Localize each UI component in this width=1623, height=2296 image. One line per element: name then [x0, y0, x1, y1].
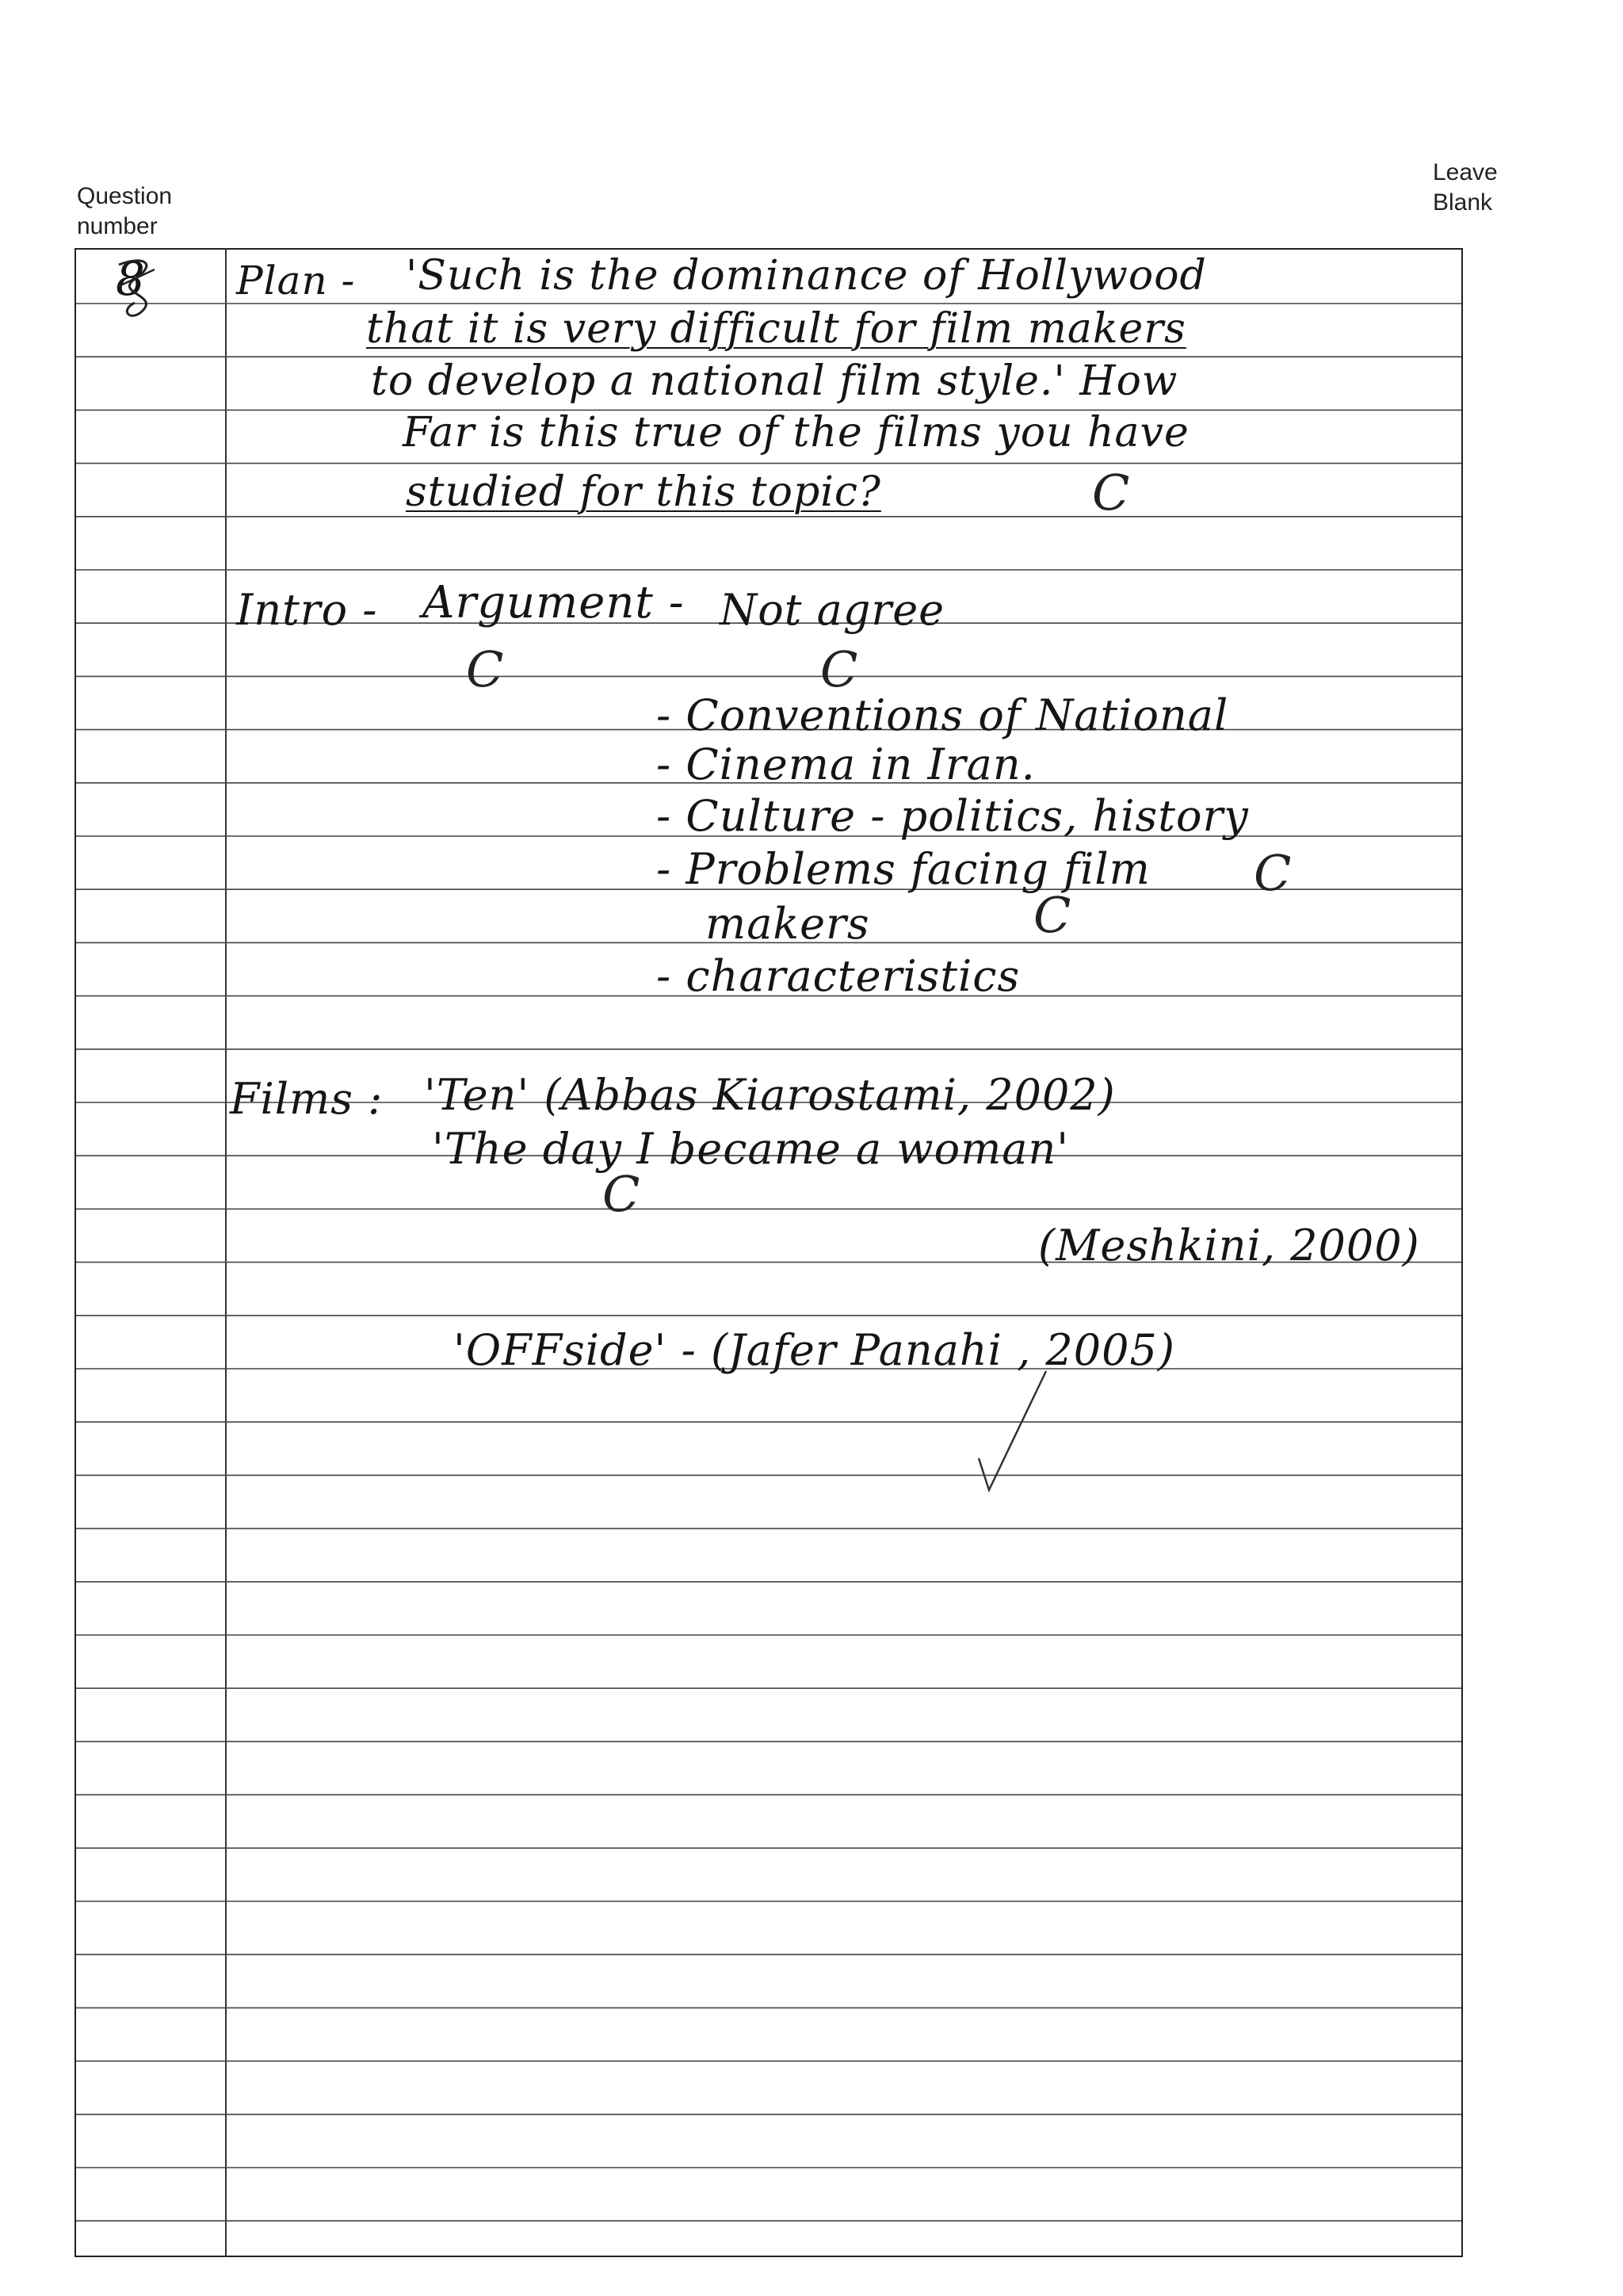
blank-header-label: Blank — [1433, 189, 1493, 216]
question-header-label: Question — [77, 183, 173, 209]
intro-label: Intro - — [236, 585, 378, 635]
films-label: Films : — [230, 1074, 384, 1124]
intro-point: makers — [705, 899, 870, 949]
question-number-column-rule — [225, 248, 227, 2257]
plan-line-3: to develop a national film style.' How — [371, 357, 1178, 405]
marker-c-mark: C — [466, 640, 504, 698]
plan-line-4: Far is this true of the films you have — [403, 409, 1190, 457]
intro-point: - Problems facing film — [656, 844, 1151, 894]
plan-label: Plan - — [236, 258, 356, 304]
film-entry: 'The day I became a woman' — [432, 1124, 1070, 1174]
marker-c-mark: C — [602, 1165, 640, 1223]
intro-point: - Conventions of National — [656, 690, 1229, 740]
plan-line-2: that it is very difficult for film makers — [366, 305, 1186, 353]
leave-header-label: Leave — [1433, 159, 1498, 185]
marker-c-mark: C — [1092, 464, 1130, 521]
film-entry: 'Ten' (Abbas Kiarostami, 2002) — [424, 1070, 1116, 1120]
question-number: 8 — [116, 252, 146, 306]
marker-c-mark: C — [1033, 886, 1071, 944]
plan-line-1: 'Such is the dominance of Hollywood — [406, 252, 1207, 300]
intro-argument: Argument - — [422, 577, 685, 628]
film-entry: 'OFFside' - (Jafer Panahi , 2005) — [453, 1325, 1175, 1375]
marker-c-mark: C — [820, 640, 858, 698]
intro-point: - Culture - politics, history — [656, 791, 1249, 841]
question-number-scribble — [111, 255, 174, 327]
number-header-label: number — [77, 213, 158, 239]
film-entry: (Meshkini, 2000) — [1038, 1221, 1420, 1270]
marker-tick-mark — [951, 1363, 1109, 1506]
intro-point: - Cinema in Iran. — [656, 739, 1036, 789]
plan-line-5: studied for this topic? — [406, 468, 881, 516]
intro-stance: Not agree — [720, 585, 945, 635]
marker-c-mark: C — [1254, 844, 1292, 902]
intro-point: - characteristics — [656, 951, 1021, 1001]
